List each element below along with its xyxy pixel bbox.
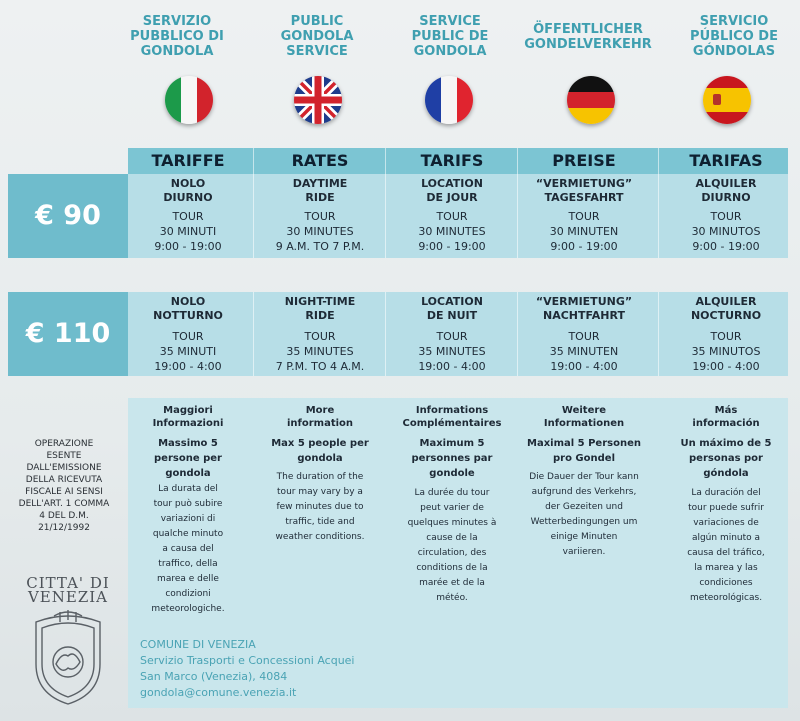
italy-flag-icon: [165, 76, 213, 124]
header-german: ÖFFENTLICHER GONDELVERKEHR: [524, 22, 652, 52]
duration-note: La durée du tour peut varier de quelques minutes à cause de la circulation, des conditions de la marée et de la météo.: [407, 488, 497, 603]
contact-line-2: Servizio Trasporti e Concessioni Acquei: [140, 654, 355, 667]
max-passengers: Maximum 5 personnes par gondole: [411, 438, 493, 479]
france-flag-icon: [425, 76, 473, 124]
header-french: SERVICE PUBLIC DE GONDOLA: [411, 14, 489, 59]
daytime-title: “VERMIETUNG” TAGESFAHRT: [535, 177, 633, 204]
max-passengers: Un máximo de 5 personas por góndola: [680, 438, 772, 479]
daytime-details: TOUR 30 MINUTES 9 A.M. TO 7 P.M.: [275, 210, 365, 253]
duration-note: Die Dauer der Tour kann aufgrund des Verkehrs, der Gezeiten und Wetterbedingungen um einige Minuten variieren.: [529, 472, 639, 557]
germany-flag-icon: [567, 76, 615, 124]
duration-note: La duración del tour puede sufrir variaciones de algún minuto a causa del tráfico, la marea y las condiciones meteorológicas.: [687, 488, 765, 603]
info-title: Weitere Informationen: [543, 405, 625, 429]
daytime-details: TOUR 30 MINUTOS 9:00 - 19:00: [691, 210, 761, 253]
divider: [658, 292, 659, 376]
uk-flag-icon: [294, 76, 342, 124]
night-title: LOCATION DE NUIT: [421, 295, 483, 322]
info-title: Más información: [692, 405, 760, 429]
daytime-title: LOCATION DE JOUR: [421, 177, 483, 204]
info-title: Informations Complémentaires: [402, 405, 502, 429]
column-head: TARIFS: [420, 151, 484, 170]
header-italian: SERVIZIO PUBBLICO DI GONDOLA: [130, 14, 224, 59]
info-title: More information: [286, 405, 354, 429]
contact-block: [140, 637, 440, 701]
city-name: CITTA' DI VENEZIA: [26, 574, 110, 606]
night-title: NOLO NOTTURNO: [153, 295, 223, 322]
column-head: TARIFAS: [689, 151, 763, 170]
header-spanish: SERVICIO PÚBLICO DE GÓNDOLAS: [690, 14, 778, 59]
column-head: PREISE: [552, 151, 616, 170]
column-head: RATES: [291, 151, 349, 170]
column-head: TARIFFE: [151, 151, 225, 170]
daytime-title: ALQUILER DIURNO: [695, 177, 757, 204]
night-price: € 110: [8, 292, 128, 376]
night-title: NIGHT-TIME RIDE: [284, 295, 356, 322]
night-title: ALQUILER NOCTURNO: [690, 295, 762, 322]
contact-line-3: San Marco (Venezia), 4084: [140, 670, 288, 683]
daytime-price: € 90: [8, 174, 128, 258]
divider: [658, 148, 659, 258]
night-details: TOUR 35 MINUTOS 19:00 - 4:00: [691, 330, 761, 373]
header-english: PUBLIC GONDOLA SERVICE: [280, 14, 354, 59]
contact-line-1: COMUNE DI VENEZIA: [140, 638, 256, 651]
duration-note: La durata del tour può subire variazioni di qualche minuto a causa del traffico, della marea e delle condizioni meteorologiche.: [151, 484, 225, 614]
info-title: Maggiori Informazioni: [152, 405, 224, 429]
daytime-details: TOUR 30 MINUTES 9:00 - 19:00: [418, 210, 486, 253]
daytime-title: DAYTIME RIDE: [292, 177, 348, 204]
night-details: TOUR 35 MINUTES 19:00 - 4:00: [418, 330, 486, 373]
duration-note: The duration of the tour may vary by a few minutes due to traffic, tide and weather conditions.: [275, 472, 365, 542]
max-passengers: Max 5 people per gondola: [271, 438, 369, 464]
max-passengers: Massimo 5 persone per gondola: [154, 438, 222, 479]
spain-flag-icon: [703, 76, 751, 124]
contact-email[interactable]: gondola@comune.venezia.it: [140, 686, 297, 699]
max-passengers: Maximal 5 Personen pro Gondel: [527, 438, 641, 464]
tax-exempt-note: OPERAZIONE ESENTE DALL'EMISSIONE DELLA RICEVUTA FISCALE AI SENSI DELL'ART. 1 COMMA 4 DEL D.M. 21/12/1992: [18, 439, 110, 533]
daytime-title: NOLO DIURNO: [163, 177, 213, 204]
night-title: “VERMIETUNG” NACHTFAHRT: [535, 295, 633, 322]
daytime-details: TOUR 30 MINUTEN 9:00 - 19:00: [549, 210, 619, 253]
night-details: TOUR 35 MINUTI 19:00 - 4:00: [154, 330, 222, 373]
venice-crest-icon: [26, 608, 110, 708]
night-details: TOUR 35 MINUTES 7 P.M. TO 4 A.M.: [275, 330, 365, 373]
night-details: TOUR 35 MINUTEN 19:00 - 4:00: [549, 330, 619, 373]
daytime-details: TOUR 30 MINUTI 9:00 - 19:00: [154, 210, 222, 253]
